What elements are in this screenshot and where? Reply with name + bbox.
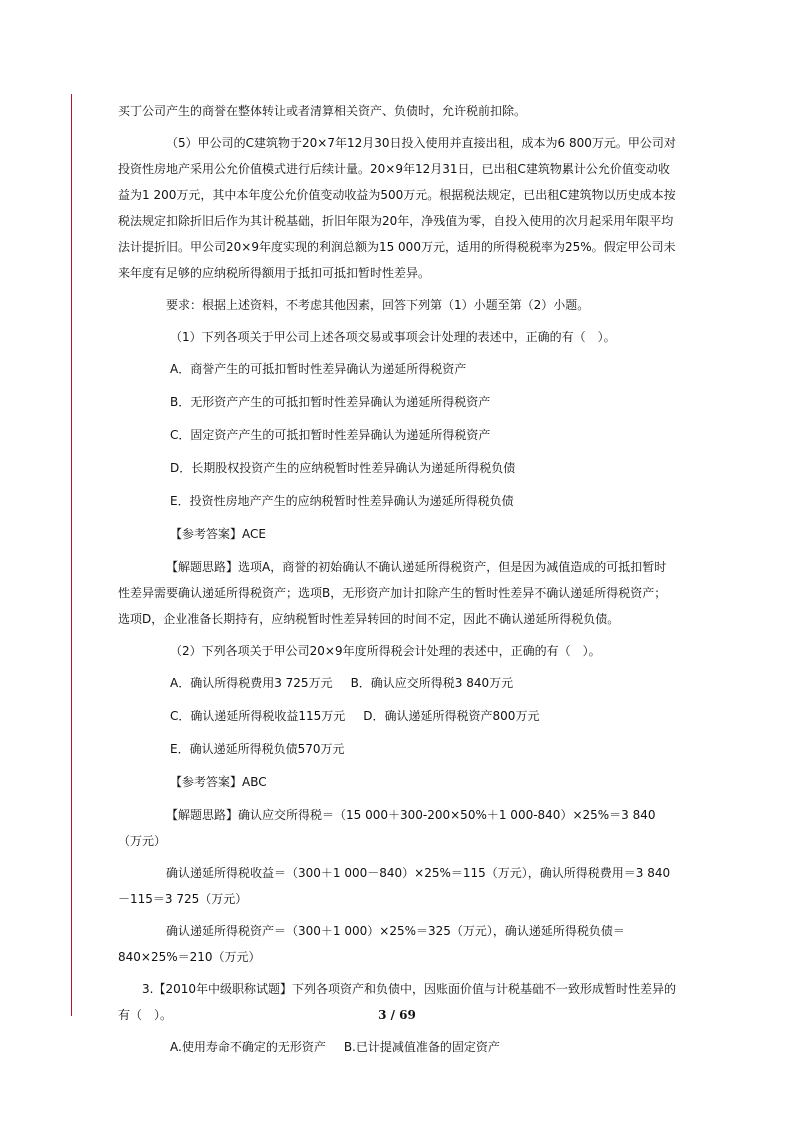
q2-options-row-2	[118, 703, 678, 729]
q2-option-b: B．确认应交所得税3 840万元	[350, 676, 514, 690]
q2-analysis-1: 【解题思路】确认应交所得税＝（15 000＋300-200×50%＋1 000-840）×25%＝3 840（万元）	[118, 808, 656, 848]
q1-option-e: E．投资性房地产产生的应纳税暂时性差异确认为递延所得税负债	[170, 494, 514, 508]
q1-option-d: D．长期股权投资产生的应纳税暂时性差异确认为递延所得税负债	[170, 461, 516, 475]
q3-option-a: A.使用寿命不确定的无形资产	[170, 1040, 326, 1054]
q1-answer: 【参考答案】ACE	[170, 527, 266, 541]
margin-rule-line	[71, 94, 72, 1016]
question-3-stem: 3.【2010年中级职称试题】下列各项资产和负债中，因账面价值与计税基础不一致形成暂时性差异的有（ ）。	[118, 982, 676, 1022]
question-2-stem: （2）下列各项关于甲公司20×9年度所得税会计处理的表述中，正确的有（ ）。	[170, 644, 601, 658]
q2-options-row-1	[118, 670, 678, 696]
q2-answer: 【参考答案】ABC	[170, 775, 267, 789]
question-1-stem: （1）下列各项关于甲公司上述各项交易或事项会计处理的表述中，正确的有（ ）。	[170, 330, 616, 344]
q1-option-b: B．无形资产产生的可抵扣暂时性差异确认为递延所得税资产	[170, 395, 491, 409]
q3-option-b: B.已计提减值准备的固定资产	[343, 1040, 500, 1054]
q2-analysis-2: 确认递延所得税收益＝（300＋1 000－840）×25%＝115（万元），确认所得税费用＝3 840－115＝3 725（万元）	[118, 866, 671, 906]
intro-line: 买丁公司产生的商誉在整体转让或者清算相关资产、负债时，允许税前扣除。	[118, 104, 527, 118]
q3-options-row-1	[118, 1034, 678, 1060]
q2-option-d: D．确认递延所得税资产800万元	[363, 709, 540, 723]
q1-option-a: A．商誉产生的可抵扣暂时性差异确认为递延所得税资产	[170, 362, 467, 376]
q2-option-c: C．确认递延所得税收益115万元	[170, 709, 346, 723]
q1-analysis: 【解题思路】选项A，商誉的初始确认不确认递延所得税资产，但是因为减值造成的可抵扣暂时性差异需要确认递延所得税资产；选项B，无形资产加计扣除产生的暂时性差异不确认递延所得税资产；选项D，企业准备长期持有，应纳税暂时性差异转回的时间不定，因此不确认递延所得税负债。	[118, 560, 667, 626]
q2-option-a: A．确认所得税费用3 725万元	[170, 676, 333, 690]
q1-option-c: C．固定资产产生的可抵扣暂时性差异确认为递延所得税资产	[170, 428, 491, 442]
q2-option-e: E．确认递延所得税负债570万元	[170, 742, 345, 756]
page-number: 3 / 69	[378, 1008, 416, 1022]
requirement-text: 要求：根据上述资料，不考虑其他因素，回答下列第（1）小题至第（2）小题。	[166, 298, 590, 312]
q2-analysis-3: 确认递延所得税资产＝（300＋1 000）×25%＝325（万元），确认递延所得税负债＝840×25%＝210（万元）	[118, 924, 625, 964]
material-item-5: （5）甲公司的C建筑物于20×7年12月30日投入使用并直接出租，成本为6 800万元。甲公司对投资性房地产采用公允价值模式进行后续计量。20×9年12月31日，已出租C建筑物累计公允价值变动收益为1 200万元，其中本年度公允价值变动收益为500万元。根据税法规定，已出租C建筑物以历史成本按税法规定扣除折旧后作为其计税基础，折旧年限为20年，净残值为零，自投入使用的次月起采用年限平均法计提折旧。甲公司20×9年度实现的利润总额为15 000万元，适用的所得税税率为25%。假定甲公司未来年度有足够的应纳税所得额用于抵扣可抵扣暂时性差异。	[118, 136, 676, 280]
document-body	[118, 98, 678, 1067]
